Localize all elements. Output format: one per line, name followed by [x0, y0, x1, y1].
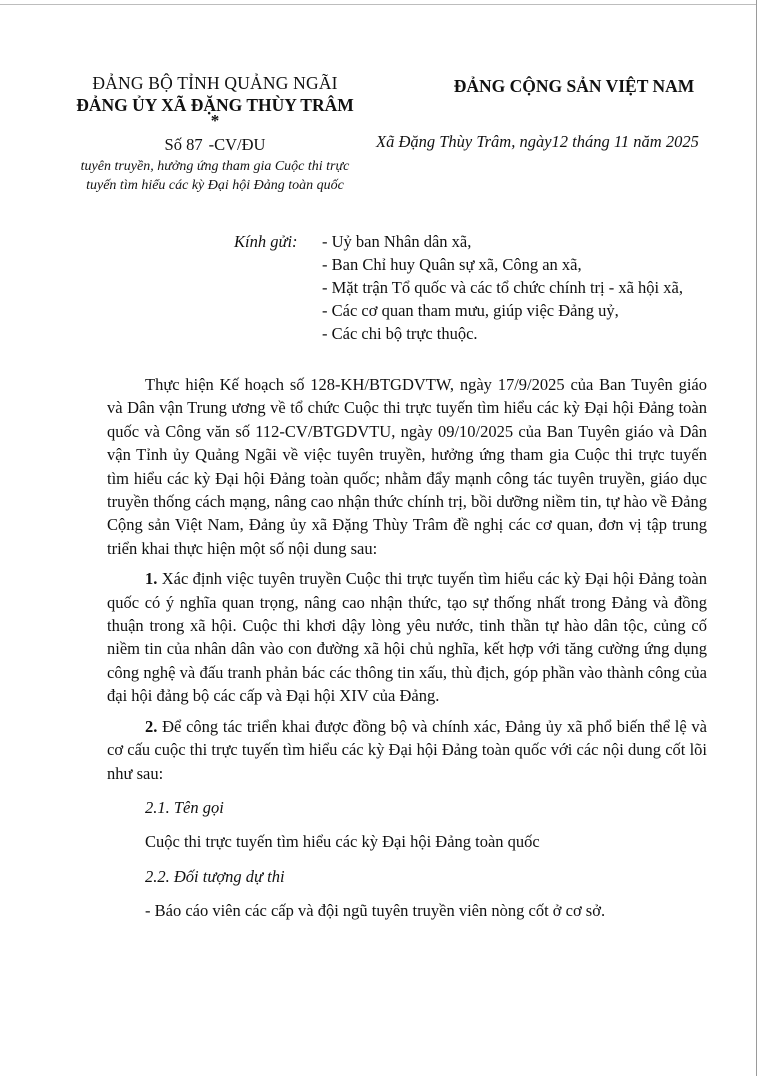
party-heading-block: [400, 75, 740, 97]
item-2-text: Để công tác triển khai được đồng bộ và chính xác, Đảng ủy xã phổ biến thể lệ và cơ cấu cuộc thi trực tuyến tìm hiểu các kỳ Đại hội Đảng toàn quốc với các nội dung cốt lõi như sau:: [107, 716, 708, 783]
section-2-1-heading: 2.1. Tên gọi: [145, 797, 224, 817]
item-1-paragraph: [107, 567, 707, 707]
document-subject: [40, 157, 390, 195]
recipient-item: - Các chi bộ trực thuộc.: [322, 324, 478, 343]
item-1-text: Xác định việc tuyên truyền Cuộc thi trực tuyến tìm hiểu các kỳ Đại hội Đảng toàn quốc có ý nghĩa quan trọng, nâng cao nhận thức, tạo sự thống nhất trong Đảng và đồng thuận trong xã hội. Cuộc thi khơi dậy lòng yêu nước, tinh thần tự hào dân tộc, củng cố niềm tin của nhân dân vào con đường xã hội chủ nghĩa, kết hợp với tăng cường ứng dụng công nghệ và đấu tranh phản bác các thông tin xấu, thù địch, góp phần vào thành công của đại hội đảng bộ các cấp và Đại hội XIV của Đảng.: [107, 569, 708, 706]
recipient-item: - Mặt trận Tổ quốc và các tổ chức chính trị - xã hội xã,: [322, 278, 683, 297]
item-1-number: 1.: [145, 569, 158, 589]
recipient-item: - Uỷ ban Nhân dân xã,: [322, 232, 472, 251]
section-2-1-text: Cuộc thi trực tuyến tìm hiểu các kỳ Đại hội Đảng toàn quốc: [145, 832, 540, 852]
document-number: [40, 134, 390, 156]
item-2-number: 2.: [145, 716, 158, 736]
organization-mark: *: [210, 111, 220, 130]
document-number-prefix: Số 87: [164, 135, 203, 154]
party-name: ĐẢNG CỘNG SẢN VIỆT NAM: [453, 76, 695, 96]
document-number-suffix: -CV/ĐU: [208, 135, 266, 154]
issuing-organization: ĐẢNG ỦY XÃ ĐẶNG THÙY TRÂM: [76, 95, 354, 115]
section-2-2-text: - Báo cáo viên các cấp và đội ngũ tuyên truyền viên nòng cốt ở cơ sở.: [145, 901, 606, 921]
parent-organization: ĐẢNG BỘ TỈNH QUẢNG NGÃI: [92, 73, 338, 93]
place-and-date: Xã Đặng Thùy Trâm, ngày12 tháng 11 năm 2025: [376, 132, 699, 151]
section-2-2-heading: 2.2. Đối tượng dự thi: [145, 866, 285, 886]
page-top-border: [0, 0, 757, 5]
recipients-label: Kính gửi:: [234, 232, 298, 251]
recipients-block: [234, 230, 734, 345]
recipient-item: - Ban Chỉ huy Quân sự xã, Công an xã,: [322, 255, 582, 274]
issuer-block: [40, 72, 390, 195]
intro-paragraph: Thực hiện Kế hoạch số 128-KH/BTGDVTW, ngày 17/9/2025 của Ban Tuyên giáo và Dân vận Trung ương về tổ chức Cuộc thi trực tuyến tìm hiểu các kỳ Đại hội Đảng toàn quốc và Công văn số 112-CV/BTGDVTU, ngày 09/10/2025 của Ban Tuyên giáo và Dân vận Tỉnh ủy Quảng Ngãi về việc tuyên truyền, hưởng ứng tham gia Cuộc thi trực tuyến tìm hiểu các kỳ Đại hội Đảng toàn quốc; nhằm đẩy mạnh công tác tuyên truyền, giáo dục truyền thống cách mạng, nâng cao nhận thức chính trị, bồi dưỡng niềm tin, tự hào về Đảng Cộng sản Việt Nam, Đảng ủy xã Đặng Thùy Trâm đề nghị các cơ quan, đơn vị tập trung triển khai thực hiện một số nội dung sau:: [107, 375, 707, 558]
recipients-list: [234, 230, 734, 345]
recipient-item: - Các cơ quan tham mưu, giúp việc Đảng uỷ,: [322, 301, 619, 320]
subject-line-2: tuyến tìm hiểu các kỳ Đại hội Đảng toàn quốc: [86, 178, 344, 193]
item-2-paragraph: [107, 715, 707, 785]
document-body: [107, 373, 707, 934]
subject-line-1: tuyên truyền, hưởng ứng tham gia Cuộc thi trực: [80, 159, 350, 174]
